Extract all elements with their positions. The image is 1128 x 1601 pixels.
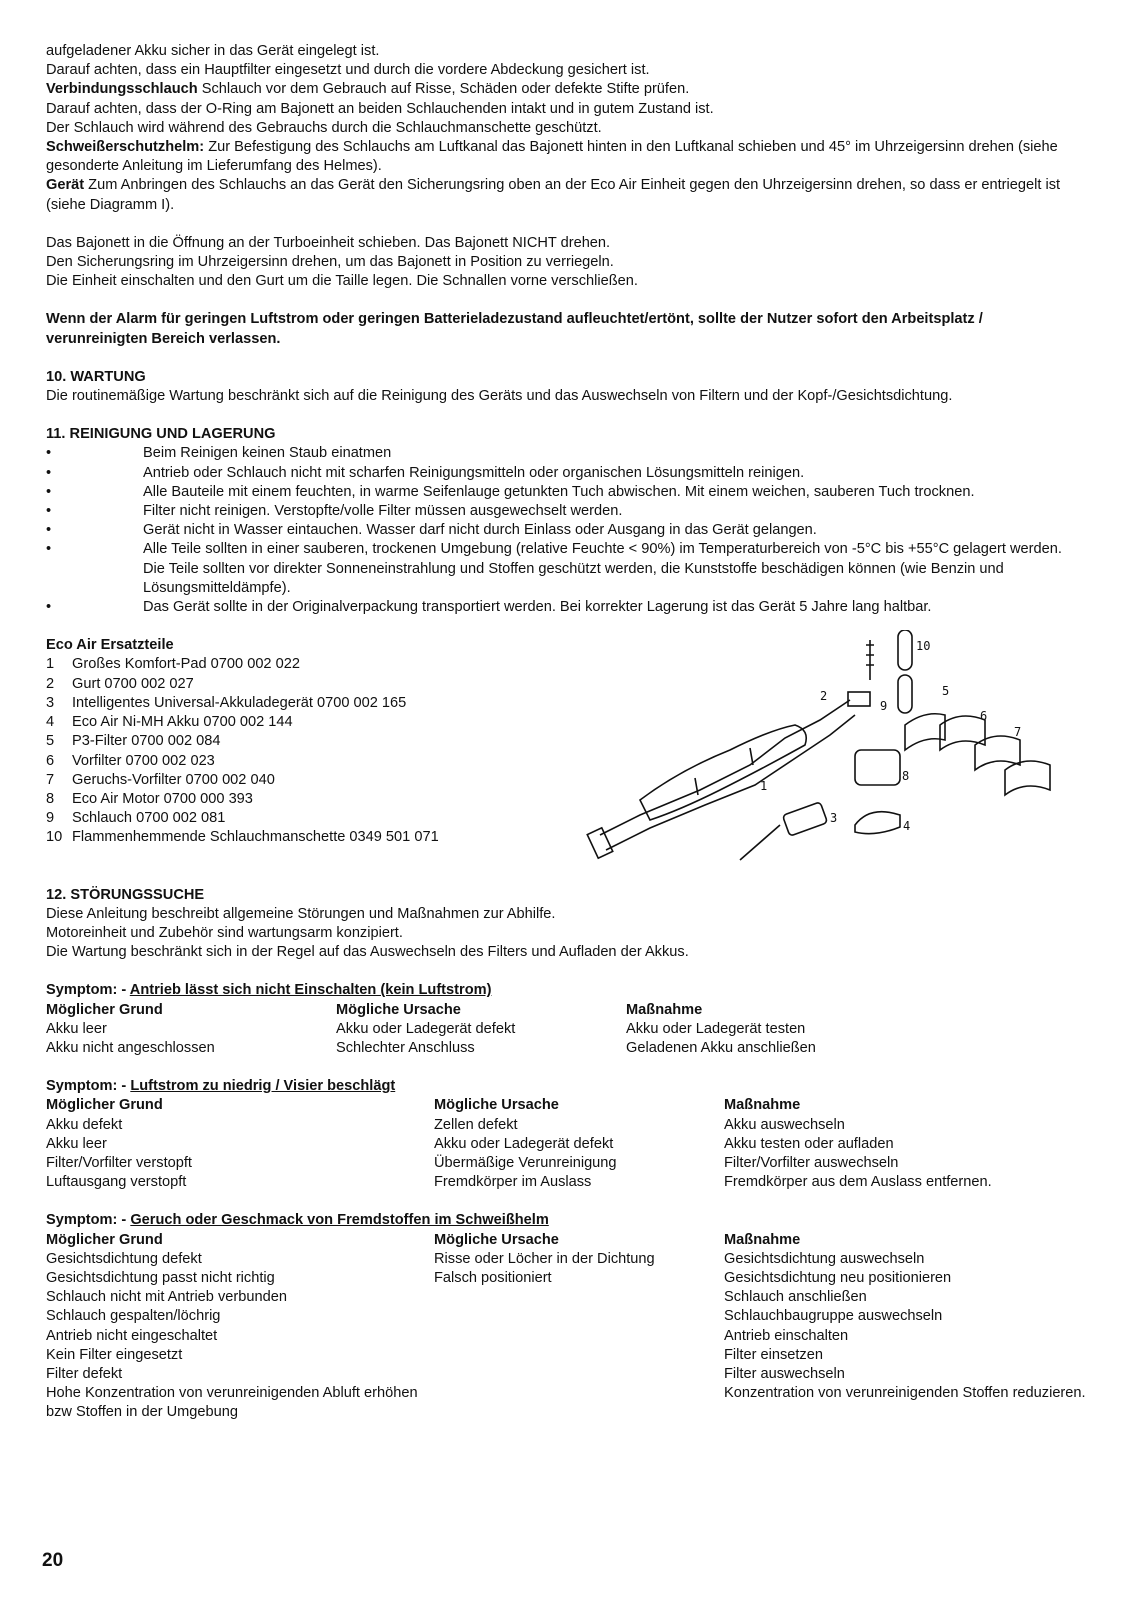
table-cell: Fremdkörper im Auslass bbox=[434, 1174, 592, 1191]
table-cell: Filter auswechseln bbox=[724, 1365, 845, 1382]
table-header: Maßnahme bbox=[724, 1231, 801, 1248]
stoerung-text: Motoreinheit und Zubehör sind wartungsarm konzipiert. bbox=[46, 924, 403, 941]
table-cell: Gesichtsdichtung neu positionieren bbox=[724, 1269, 952, 1286]
table-cell: Antrieb nicht eingeschaltet bbox=[46, 1327, 218, 1344]
intro-line: Schweißerschutzhelm: Zur Befestigung des Schlauchs am Luftkanal das Bajonett hinten in den Luftkanal schieben und 45° im Uhrzeigersinn drehen (siehe gesonderte Anleitung im Lieferumfang des Helmes). bbox=[46, 139, 1058, 175]
table-cell: Akku defekt bbox=[46, 1116, 123, 1133]
diagram-label: 5 bbox=[942, 684, 950, 698]
intro-line: Darauf achten, dass der O-Ring am Bajonett an beiden Schlauchenden intakt und in gutem Zustand ist. bbox=[46, 100, 714, 117]
table-cell: Akku oder Ladegerät defekt bbox=[434, 1135, 614, 1152]
intro-line: aufgeladener Akku sicher in das Gerät eingelegt ist. bbox=[46, 43, 380, 59]
table-cell: Filter einsetzen bbox=[724, 1346, 823, 1363]
diagram-label: 10 bbox=[916, 639, 931, 653]
table-cell: Übermäßige Verunreinigung bbox=[434, 1154, 617, 1171]
table-cell: Hohe Konzentration von verunreinigenden Abluft erhöhen bzw Stoffen in der Umgebung bbox=[46, 1385, 418, 1421]
bullet-mark: • bbox=[46, 464, 52, 481]
belt-strap bbox=[600, 700, 850, 835]
symptom-table bbox=[46, 1231, 1086, 1423]
part-number: 4 bbox=[46, 714, 55, 731]
bullet-mark: • bbox=[46, 522, 52, 539]
symptom-title: Antrieb lässt sich nicht Einschalten (kein Luftstrom) bbox=[129, 982, 492, 999]
table-header: Mögliche Ursache bbox=[434, 1231, 559, 1248]
intro-line: Den Sicherungsring im Uhrzeigersinn drehen, um das Bajonett in Position zu verriegeln. bbox=[46, 254, 614, 271]
stoerung-text: Diese Anleitung beschreibt allgemeine Störungen und Maßnahmen zur Abhilfe. bbox=[46, 905, 556, 922]
table-cell: Schlauchbaugruppe auswechseln bbox=[724, 1308, 943, 1325]
intro-line: Darauf achten, dass ein Hauptfilter eingesetzt und durch die vordere Abdeckung gesichert ist. bbox=[46, 62, 650, 79]
list-item bbox=[46, 502, 1086, 521]
table-cell bbox=[434, 1288, 724, 1307]
section-title-reinigung: 11. REINIGUNG UND LAGERUNG bbox=[46, 426, 276, 443]
table-cell: Fremdkörper aus dem Auslass entfernen. bbox=[724, 1174, 992, 1191]
table-cell bbox=[434, 1307, 724, 1326]
stoerung-text: Die Wartung beschränkt sich in der Regel auf das Auswechseln des Filters und Aufladen der Akkus. bbox=[46, 944, 689, 961]
comfort-pad bbox=[640, 725, 806, 820]
table-cell: Schlechter Anschluss bbox=[336, 1039, 475, 1056]
table-cell: Kein Filter eingesetzt bbox=[46, 1346, 183, 1363]
hose-connector bbox=[848, 692, 870, 706]
part-number: 6 bbox=[46, 752, 55, 769]
symptom-title: Geruch oder Geschmack von Fremdstoffen im Schweißhelm bbox=[130, 1212, 549, 1229]
list-item bbox=[46, 483, 1086, 502]
bullet-mark: • bbox=[46, 503, 52, 520]
hose-sleeve bbox=[898, 630, 912, 670]
list-item bbox=[46, 598, 1086, 617]
section-title-wartung: 10. WARTUNG bbox=[46, 368, 146, 385]
list-item-text: Filter nicht reinigen. Verstopfte/volle Filter müssen ausgewechselt werden. bbox=[143, 503, 623, 520]
intro-line: Der Schlauch wird während des Gebrauchs durch die Schlauchmanschette geschützt. bbox=[46, 119, 602, 136]
symptom-table bbox=[46, 1096, 1086, 1192]
table-header: Mögliche Ursache bbox=[434, 1097, 559, 1114]
bullet-mark: • bbox=[46, 445, 52, 462]
term-bold: Verbindungsschlauch bbox=[46, 81, 198, 98]
table-cell bbox=[434, 1365, 724, 1384]
warning-text: Wenn der Alarm für geringen Luftstrom oder geringen Batterieladezustand aufleuchtet/ertönt, sollte der Nutzer sofort den Arbeitsplatz / verunreinigten Bereich verlassen. bbox=[46, 311, 983, 347]
table-cell: Konzentration von verunreinigenden Stoffen reduzieren. bbox=[724, 1385, 1086, 1402]
table-cell: Luftausgang verstopft bbox=[46, 1174, 187, 1191]
table-header: Möglicher Grund bbox=[46, 1001, 163, 1018]
part-number: 1 bbox=[46, 656, 55, 673]
symptom-block bbox=[46, 981, 1086, 1058]
symptom-title: Luftstrom zu niedrig / Visier beschlägt bbox=[130, 1078, 396, 1095]
part-name: Gurt 0700 002 027 bbox=[72, 675, 194, 692]
list-item-text: Beim Reinigen keinen Staub einatmen bbox=[143, 445, 392, 462]
p3-filter bbox=[905, 714, 945, 750]
table-cell: Risse oder Löcher in der Dichtung bbox=[434, 1250, 655, 1267]
table-cell bbox=[434, 1327, 724, 1346]
table-cell: Filter/Vorfilter auswechseln bbox=[724, 1154, 899, 1171]
table-cell: Gesichtsdichtung defekt bbox=[46, 1250, 202, 1267]
list-item-text: Antrieb oder Schlauch nicht mit scharfen Reinigungsmitteln oder organischen Lösungsmitteln reinigen. bbox=[143, 464, 805, 481]
part-name: Großes Komfort-Pad 0700 002 022 bbox=[72, 656, 300, 673]
wartung-text: Die routinemäßige Wartung beschränkt sich auf die Reinigung des Geräts und das Auswechseln von Filtern und der Kopf-/Gesichtsdichtung. bbox=[46, 388, 953, 405]
symptom-heading: Symptom: - Antrieb lässt sich nicht Einschalten (kein Luftstrom) bbox=[46, 982, 492, 999]
table-cell bbox=[434, 1384, 724, 1422]
symptom-tables bbox=[46, 981, 1086, 1422]
intro-line: Verbindungsschlauch Schlauch vor dem Gebrauch auf Risse, Schäden oder defekte Stifte prüfen. bbox=[46, 81, 690, 98]
intro-line: Das Bajonett in die Öffnung an der Turboeinheit schieben. Das Bajonett NICHT drehen. bbox=[46, 234, 611, 251]
symptom-table bbox=[46, 1001, 1086, 1059]
table-header: Maßnahme bbox=[626, 1001, 703, 1018]
part-number: 8 bbox=[46, 790, 55, 807]
diagram-label: 9 bbox=[880, 699, 888, 713]
list-item bbox=[46, 444, 1086, 463]
table-cell: Schlauch anschließen bbox=[724, 1289, 867, 1306]
diagram-label: 1 bbox=[760, 779, 768, 793]
list-item-text: Das Gerät sollte in der Originalverpackung transportiert werden. Bei korrekter Lagerung ist das Gerät 5 Jahre lang haltbar. bbox=[143, 599, 932, 616]
table-cell: Filter defekt bbox=[46, 1365, 123, 1382]
table-cell: Gesichtsdichtung auswechseln bbox=[724, 1250, 925, 1267]
table-cell: Akku oder Ladegerät testen bbox=[626, 1020, 806, 1037]
table-cell: Akku testen oder aufladen bbox=[724, 1135, 894, 1152]
belt-buckle bbox=[587, 828, 612, 858]
table-cell: Akku oder Ladegerät defekt bbox=[336, 1020, 516, 1037]
spare-parts-diagram bbox=[580, 630, 1080, 890]
motor-unit bbox=[855, 750, 900, 785]
diagram-label: 3 bbox=[830, 811, 838, 825]
table-cell: Schlauch gespalten/löchrig bbox=[46, 1308, 221, 1325]
symptom-heading: Symptom: - Geruch oder Geschmack von Fremdstoffen im Schweißhelm bbox=[46, 1212, 549, 1229]
list-item-text: Alle Teile sollten in einer sauberen, trockenen Umgebung (relative Feuchte < 90%) im Temperaturbereich von -5°C bis +55°C gelagert werden. Die Teile sollten vor direkter Sonneneinstrahlung und Stoffen geschützt werden, die Kunststoffe beschädigen können (wie Benzin und Lösungsmitteldämpfe). bbox=[143, 541, 1062, 596]
part-name: P3-Filter 0700 002 084 bbox=[72, 733, 221, 750]
parts-title: Eco Air Ersatzteile bbox=[46, 637, 174, 654]
part-name: Vorfilter 0700 002 023 bbox=[72, 752, 215, 769]
part-name: Schlauch 0700 002 081 bbox=[72, 810, 226, 827]
symptom-heading: Symptom: - Luftstrom zu niedrig / Visier beschlägt bbox=[46, 1078, 396, 1095]
table-cell: Schlauch nicht mit Antrieb verbunden bbox=[46, 1289, 287, 1306]
term-bold: Gerät bbox=[46, 177, 85, 194]
table-header: Möglicher Grund bbox=[46, 1231, 163, 1248]
diagram-label: 2 bbox=[820, 689, 828, 703]
reinigung-list bbox=[46, 444, 1086, 617]
symptom-block bbox=[46, 1077, 1086, 1192]
diagram-label: 6 bbox=[980, 709, 988, 723]
table-cell bbox=[434, 1346, 724, 1365]
term-bold: Schweißerschutzhelm: bbox=[46, 139, 205, 156]
table-header: Mögliche Ursache bbox=[336, 1001, 461, 1018]
table-cell: Falsch positioniert bbox=[434, 1269, 552, 1286]
part-name: Eco Air Ni-MH Akku 0700 002 144 bbox=[72, 714, 293, 731]
diagram-label: 4 bbox=[903, 819, 911, 833]
diagram-label: 7 bbox=[1014, 725, 1022, 739]
part-number: 5 bbox=[46, 733, 55, 750]
pre-filter bbox=[940, 716, 985, 750]
bullet-mark: • bbox=[46, 599, 52, 616]
part-number: 7 bbox=[46, 771, 55, 788]
table-cell: Zellen defekt bbox=[434, 1116, 518, 1133]
table-header: Maßnahme bbox=[724, 1097, 801, 1114]
bullet-mark: • bbox=[46, 483, 52, 500]
list-item-text: Alle Bauteile mit einem feuchten, in warme Seifenlauge getunkten Tuch abwischen. Mit einem weichen, sauberen Tuch trocknen. bbox=[143, 483, 975, 500]
list-item-text: Gerät nicht in Wasser eintauchen. Wasser darf nicht durch Einlass oder Ausgang in das Gerät gelangen. bbox=[143, 522, 817, 539]
list-item bbox=[46, 464, 1086, 483]
intro-line: Gerät Zum Anbringen des Schlauchs an das Gerät den Sicherungsring oben an der Eco Air Einheit gegen den Uhrzeigersinn drehen, so dass er entriegelt ist (siehe Diagramm I). bbox=[46, 177, 1061, 213]
list-item bbox=[46, 540, 1086, 598]
section-title-stoerung: 12. STÖRUNGSSUCHE bbox=[46, 886, 205, 903]
diagram-label: 8 bbox=[902, 769, 910, 783]
list-item bbox=[46, 521, 1086, 540]
battery bbox=[855, 812, 900, 834]
part-number: 3 bbox=[46, 694, 55, 711]
table-header: Möglicher Grund bbox=[46, 1097, 163, 1114]
charger bbox=[782, 802, 827, 836]
part-number: 2 bbox=[46, 675, 55, 692]
table-cell: Geladenen Akku anschließen bbox=[626, 1039, 816, 1056]
part-name: Eco Air Motor 0700 000 393 bbox=[72, 790, 253, 807]
table-cell: Akku leer bbox=[46, 1020, 107, 1037]
part-number: 9 bbox=[46, 810, 55, 827]
page-number: 20 bbox=[42, 1550, 64, 1571]
part-name: Intelligentes Universal-Akkuladegerät 0700 002 165 bbox=[72, 694, 407, 711]
part-name: Flammenhemmende Schlauchmanschette 0349 501 071 bbox=[72, 829, 439, 846]
table-cell: Akku leer bbox=[46, 1135, 107, 1152]
symptom-block bbox=[46, 1211, 1086, 1422]
table-cell: Akku nicht angeschlossen bbox=[46, 1039, 215, 1056]
part-name: Geruchs-Vorfilter 0700 002 040 bbox=[72, 771, 275, 788]
part-number: 10 bbox=[46, 829, 63, 846]
table-cell: Akku auswechseln bbox=[724, 1116, 845, 1133]
table-cell: Gesichtsdichtung passt nicht richtig bbox=[46, 1269, 275, 1286]
intro-line: Die Einheit einschalten und den Gurt um die Taille legen. Die Schnallen vorne verschließen. bbox=[46, 273, 638, 290]
table-cell: Antrieb einschalten bbox=[724, 1327, 849, 1344]
bullet-mark: • bbox=[46, 541, 52, 558]
table-cell: Filter/Vorfilter verstopft bbox=[46, 1154, 192, 1171]
